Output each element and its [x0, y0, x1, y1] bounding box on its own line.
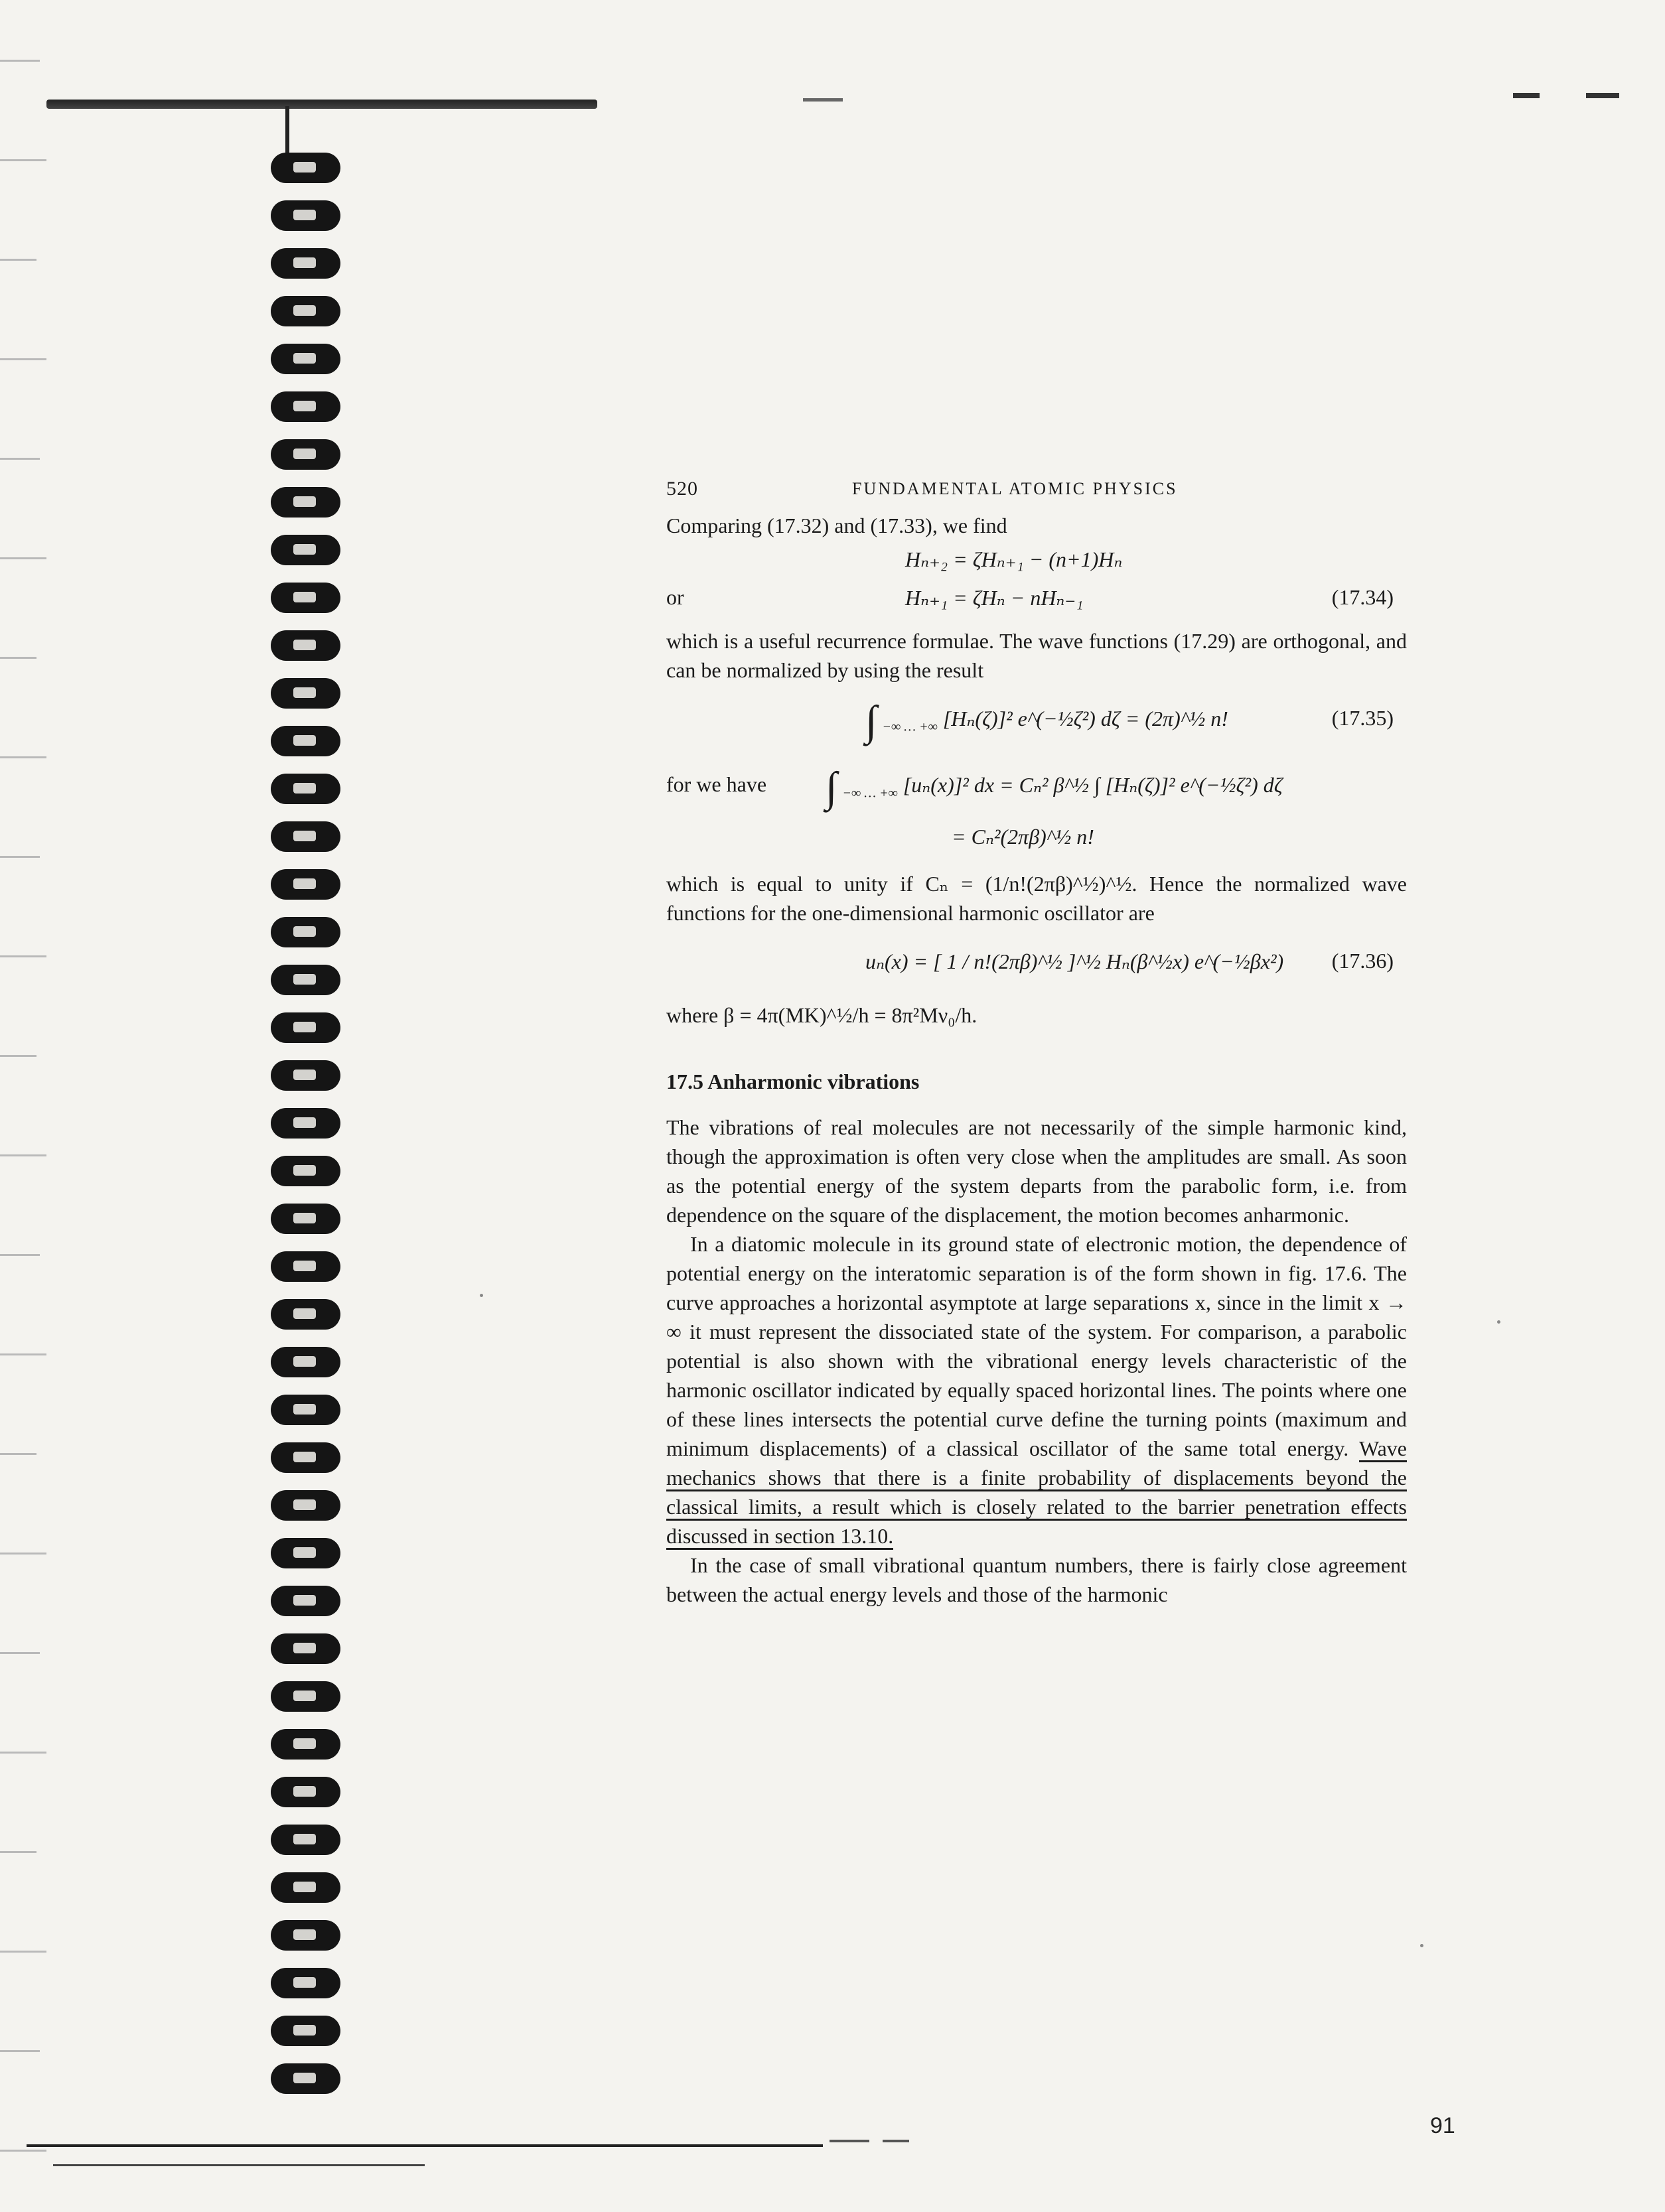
equation-number: (17.35) [1331, 706, 1394, 730]
top-right-mark [1586, 93, 1619, 98]
section-heading: 17.5 Anharmonic vibrations [666, 1070, 920, 1093]
paragraph: In the case of small vibrational quantum numbers, there is fairly close agreement between the actual energy levels and those of the harmonic [666, 1553, 1407, 1606]
equation-normalization: for we have ∫ $_{-\infty \dots +\infty}$ [uₙ(x)]² dx = Cₙ² β^½ ∫ [Hₙ(ζ)]² e^(−½ζ²) dζ [666, 763, 1283, 811]
top-right-mark [1513, 93, 1540, 98]
equation-number: (17.36) [1331, 949, 1394, 973]
equation-17-35: ∫ $_{-\infty \dots +\infty}$ [Hₙ(ζ)]² e^(−½ζ²) dζ = (2π)^½ n! (17.35) [865, 697, 1394, 744]
spiral-binding [271, 153, 344, 2130]
bottom-scan-line [53, 2164, 425, 2166]
bottom-scan-line [27, 2144, 823, 2147]
paragraph: The vibrations of real molecules are not necessarily of the simple harmonic kind, though the approximation is often very close when the amplitudes are small. As soon as the potential energy of the system departs from the parabolic form, i.e. from dependence on the square of the displacement, the motion becomes anharmonic. [666, 1115, 1407, 1227]
folio-number: 91 [1430, 2113, 1455, 2138]
top-mark [803, 98, 843, 102]
running-head [666, 478, 1407, 511]
integral-sign-icon: ∫ [865, 697, 877, 744]
integral-sign-icon: ∫ [826, 763, 837, 811]
paragraph: where β = 4π(MK)^½/h = 8π²Mν₀/h. [666, 1003, 977, 1027]
bottom-dash [830, 2140, 869, 2142]
equation-17-36: uₙ(x) = [ 1 / n!(2πβ)^½ ]^½ Hₙ(β^½x) e^(−½βx²) (17.36) [865, 949, 1394, 973]
page-number: 520 [666, 478, 698, 500]
book-page [666, 478, 1407, 1609]
scan-speck [1420, 1944, 1423, 1947]
equation-number: (17.34) [1331, 585, 1394, 609]
paragraph: which is a useful recurrence formulae. The wave functions (17.29) are orthogonal, and can be normalized by using the result [666, 629, 1407, 682]
paragraph: Comparing (17.32) and (17.33), we find [666, 514, 1007, 537]
equation-recurrence-1: Hₙ₊₂ = ζHₙ₊₁ − (n+1)Hₙ [905, 547, 1123, 571]
equation-normalization-result: = Cₙ²(2πβ)^½ n! [952, 825, 1094, 849]
bottom-dash [883, 2140, 909, 2142]
paragraph: In a diatomic molecule in its ground state of electronic motion, the dependence of potential energy on the interatomic separation is of the form shown in fig. 17.6. The curve approaches a horizontal asymptote at large separations x, since in the limit x → ∞ it must represent the dissociated state of the system. For comparison, a parabolic potential is also shown with the vibrational energy levels characteristic of the harmonic oscillator indicated by equally spaced horizontal lines. The points where one of these lines intersects the potential curve define the turning points (maximum and minimum displacements) of a classical oscillator of the same total energy. Wave mechanics shows that there is a finite probability of displacements beyond the classical limits, a result which is closely related to the barrier penetration effects discussed in section 13.10. [666, 1229, 1407, 1551]
equation-17-34: or Hₙ₊₁ = ζHₙ − nHₙ₋₁ (17.34) [666, 585, 1394, 610]
scan-speck [480, 1294, 483, 1297]
running-title: FUNDAMENTAL ATOMIC PHYSICS [852, 479, 1178, 498]
paragraph: which is equal to unity if Cₙ = (1/n!(2πβ)^½)^½. Hence the normalized wave functions for the one-dimensional harmonic oscillator are [666, 872, 1407, 925]
top-binding-bar [46, 100, 597, 109]
underlined-passage: Wave mechanics shows that there is a finite probability of displacements beyond the classical limits, a result which is closely related to the barrier penetration effects discussed in section 13.10. [666, 1436, 1407, 1550]
scan-speck [1497, 1320, 1500, 1324]
